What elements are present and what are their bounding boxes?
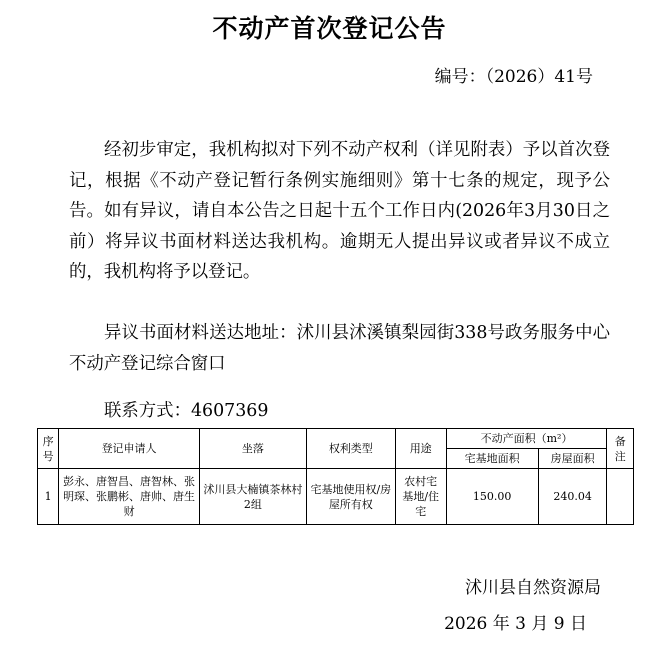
header-applicant: 登记申请人: [59, 429, 200, 469]
header-seq: 序号: [38, 429, 59, 469]
issuing-organization: 沭川县自然资源局: [465, 578, 601, 598]
cell-applicant: 彭永、唐智昌、唐智林、张明琛、张鹏彬、唐帅、唐生财: [59, 469, 200, 525]
document-number: 编号：（2026）41号: [434, 67, 593, 87]
table-row: [38, 469, 634, 525]
notice-title: 不动产首次登记公告: [212, 14, 447, 43]
cell-seq: 1: [38, 469, 59, 525]
cell-right-type: 宅基地使用权/房屋所有权: [306, 469, 395, 525]
header-area: 不动产面积（m²）: [446, 429, 607, 449]
header-land-area: 宅基地面积: [446, 449, 538, 469]
header-usage: 用途: [395, 429, 446, 469]
header-right-type: 权利类型: [306, 429, 395, 469]
registration-table: [37, 428, 634, 525]
cell-usage: 农村宅基地/住宅: [395, 469, 446, 525]
cell-location: 沭川县大楠镇茶林村2组: [199, 469, 306, 525]
contact-info: 联系方式：4607369: [104, 401, 269, 421]
header-location: 坐落: [199, 429, 306, 469]
notice-paragraph-1: 经初步审定，我机构拟对下列不动产权利（详见附表）予以首次登记，根据《不动产登记暂行条例实施细则》第十七条的规定，现予公告。如有异议，请自本公告之日起十五个工作日内(2026年3月30日之前）将异议书面材料送达我机构。逾期无人提出异议或者异议不成立的，我机构将予以登记。: [69, 140, 610, 282]
notice-paragraph-2: 异议书面材料送达地址：沭川县沭溪镇梨园街338号政务服务中心不动产登记综合窗口: [69, 323, 610, 374]
cell-note: [607, 469, 634, 525]
cell-house-area: 240.04: [538, 469, 607, 525]
header-note: 备注: [607, 429, 634, 469]
cell-land-area: 150.00: [446, 469, 538, 525]
issue-date: 2026 年 3 月 9 日: [444, 614, 587, 634]
header-house-area: 房屋面积: [538, 449, 607, 469]
